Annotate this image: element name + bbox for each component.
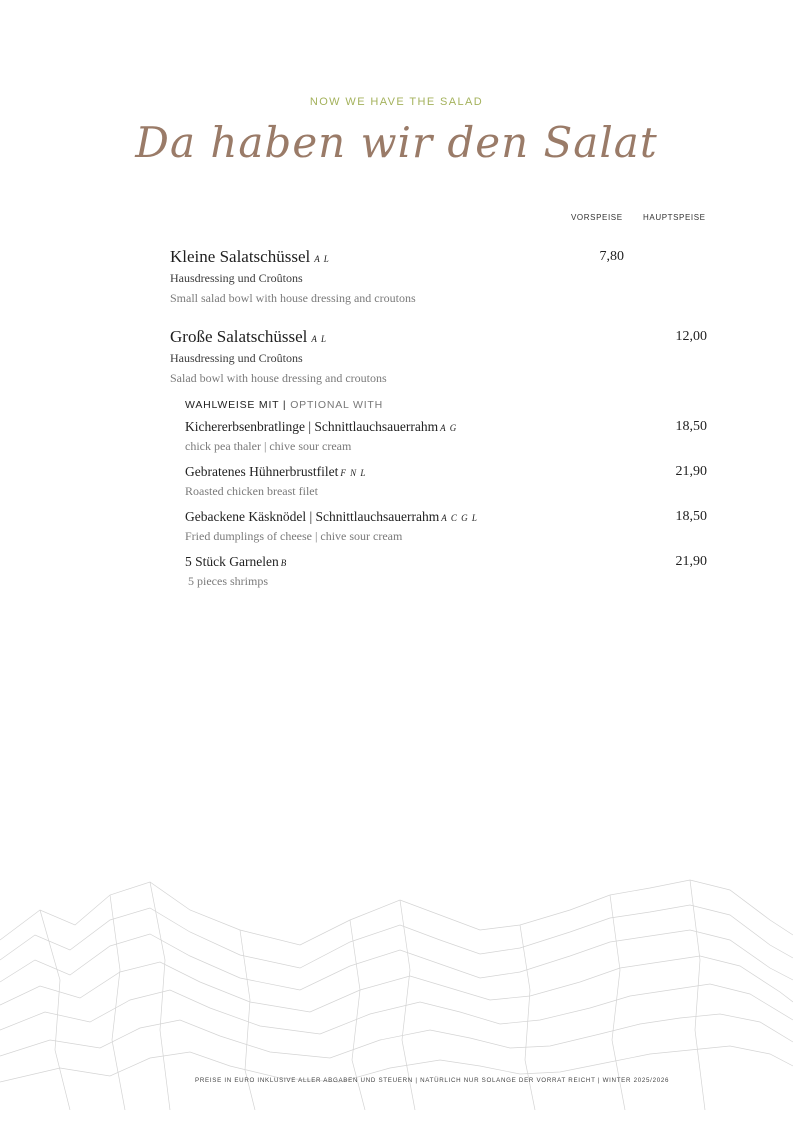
item-name: Große Salatschüssel: [170, 327, 308, 346]
item-allergens: A L: [314, 254, 330, 264]
footer-note: PREISE IN EURO INKLUSIVE ALLER ABGABEN UND STEUERN | NATÜRLICH NUR SOLANGE DER VORRAT REICHT | WINTER 2025/2026: [195, 1077, 670, 1084]
option-item: [185, 464, 705, 499]
option-price: 21,90: [675, 554, 707, 569]
option-desc-en: Fried dumplings of cheese | chive sour cream: [185, 529, 403, 543]
mountain-illustration: [0, 870, 793, 1110]
item-desc-de: Hausdressing und Croûtons: [170, 271, 303, 285]
option-item: [185, 419, 705, 454]
option-price: 18,50: [675, 509, 707, 524]
menu-script-title: Da haben wir den Salat: [135, 118, 658, 167]
option-allergens: A C G L: [441, 513, 478, 523]
menu-item: [170, 247, 710, 306]
item-desc-de: Hausdressing und Croûtons: [170, 351, 303, 365]
option-name: Kichererbsenbratlinge | Schnittlauchsauerrahm: [185, 419, 439, 434]
menu-item: [170, 327, 710, 386]
option-name: 5 Stück Garnelen: [185, 554, 279, 569]
option-item: [185, 554, 705, 589]
menu-subtitle: NOW WE HAVE THE SALAD: [309, 96, 484, 108]
option-desc-en: 5 pieces shrimps: [188, 574, 268, 588]
item-desc-en: Small salad bowl with house dressing and croutons: [170, 291, 416, 305]
column-header-main: HAUPTSPEISE: [643, 213, 706, 222]
options-heading: [185, 399, 383, 411]
option-desc-en: chick pea thaler | chive sour cream: [185, 439, 352, 453]
item-price-starter: 7,80: [599, 249, 624, 264]
options-heading-de: WAHLWEISE MIT |: [185, 399, 287, 411]
option-name: Gebackene Käsknödel | Schnittlauchsauerrahm: [185, 509, 440, 524]
option-allergens: F N L: [340, 468, 367, 478]
item-desc-en: Salad bowl with house dressing and croutons: [170, 371, 387, 385]
option-price: 21,90: [675, 464, 707, 479]
item-name: Kleine Salatschüssel: [170, 247, 311, 266]
options-heading-en: OPTIONAL WITH: [290, 399, 384, 411]
option-price: 18,50: [675, 419, 707, 434]
item-allergens: A L: [311, 334, 327, 344]
item-price-main: 12,00: [675, 329, 707, 344]
column-header-starter: VORSPEISE: [571, 213, 623, 222]
option-item: [185, 509, 705, 544]
option-allergens: B: [280, 558, 288, 568]
option-name: Gebratenes Hühnerbrustfilet: [185, 464, 339, 479]
option-allergens: A G: [440, 423, 458, 433]
option-desc-en: Roasted chicken breast filet: [185, 484, 318, 498]
